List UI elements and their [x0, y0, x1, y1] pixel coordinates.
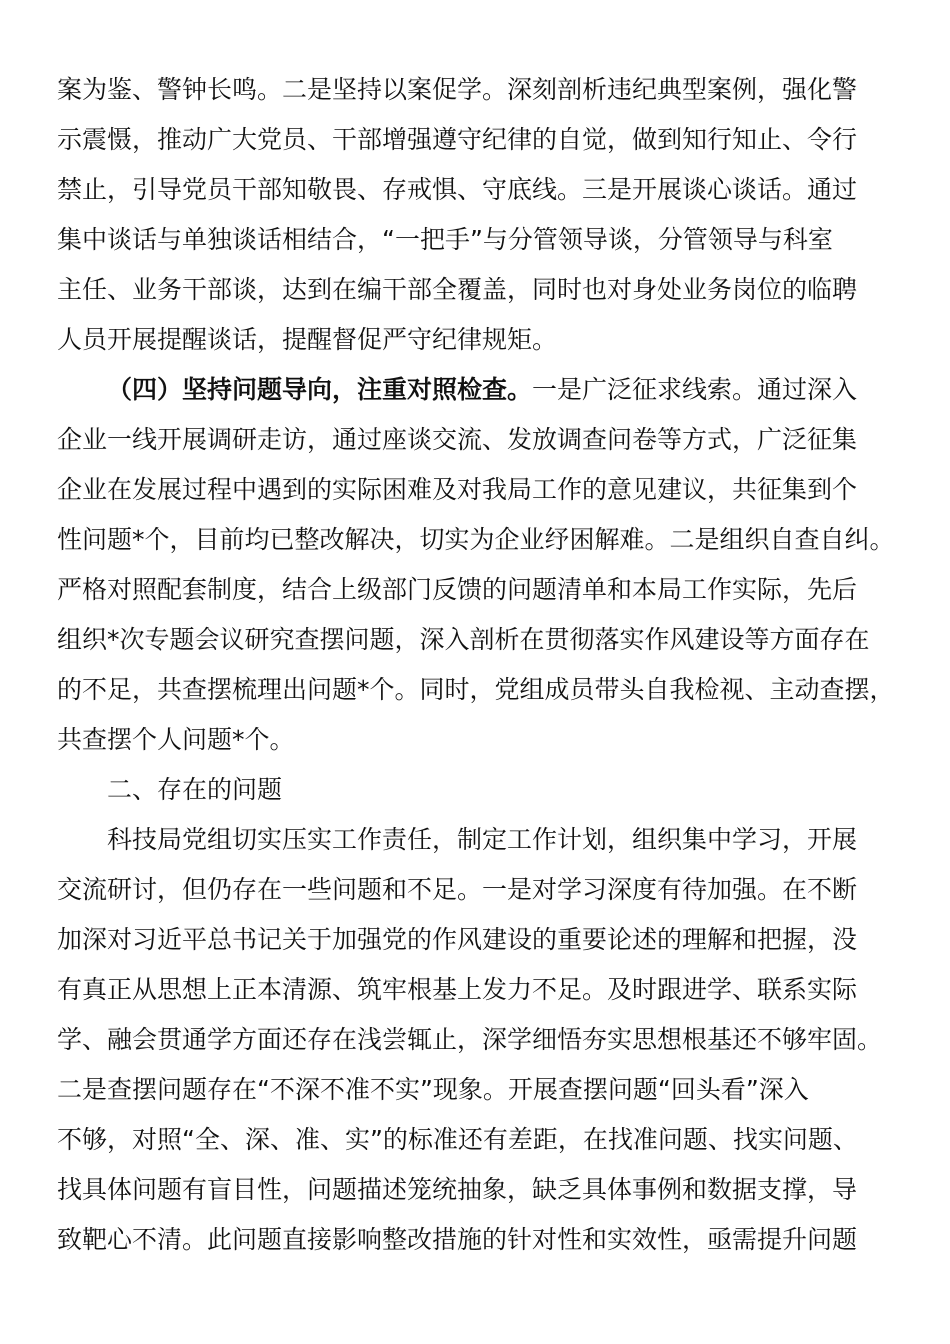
- paragraph-line: 加深对习近平总书记关于加强党的作风建设的重要论述的理解和把握，没: [57, 925, 858, 954]
- paragraph-line: 二是查摆问题存在“不深不准不实”现象。开展查摆问题“回头看”深入: [57, 1075, 809, 1104]
- paragraph-line: 主任、业务干部谈，达到在编干部全覆盖，同时也对身处业务岗位的临聘: [57, 275, 858, 304]
- section-heading-problems: 二、存在的问题: [107, 775, 283, 804]
- section-heading-four: （四）坚持问题导向，注重对照检查。: [107, 375, 533, 404]
- paragraph-line: 示震慑，推动广大党员、干部增强遵守纪律的自觉，做到知行知止、令行: [57, 125, 858, 154]
- paragraph-line: 企业在发展过程中遇到的实际困难及对我局工作的意见建议，共征集到个: [57, 475, 858, 504]
- paragraph-line: 性问题*个，目前均已整改解决，切实为企业纾困解难。二是组织自查自纠。: [57, 525, 895, 554]
- paragraph-line: 找具体问题有盲目性，问题描述笼统抽象，缺乏具体事例和数据支撑，导: [57, 1175, 858, 1204]
- paragraph-line: 学、融会贯通学方面还存在浅尝辄止，深学细悟夯实思想根基还不够牢固。: [57, 1025, 883, 1054]
- paragraph-line: 企业一线开展调研走访，通过座谈交流、发放调查问卷等方式，广泛征集: [57, 425, 858, 454]
- paragraph-line: 共查摆个人问题*个。: [57, 725, 295, 754]
- paragraph-line: 科技局党组切实压实工作责任，制定工作计划，组织集中学习，开展: [107, 825, 858, 854]
- paragraph-line: 致靶心不清。此问题直接影响整改措施的针对性和实效性，亟需提升问题: [57, 1225, 858, 1254]
- paragraph-text: 一是广泛征求线索。通过深入: [532, 375, 858, 404]
- paragraph-line: 不够，对照“全、深、准、实”的标准还有差距，在找准问题、找实问题、: [57, 1125, 858, 1154]
- paragraph-line: 组织*次专题会议研究查摆问题，深入剖析在贯彻落实作风建设等方面存在: [57, 625, 870, 654]
- paragraph-line: 案为鉴、警钟长鸣。二是坚持以案促学。深刻剖析违纪典型案例，强化警: [57, 75, 858, 104]
- paragraph-line: 人员开展提醒谈话，提醒督促严守纪律规矩。: [57, 325, 558, 354]
- paragraph-line: 禁止，引导党员干部知敬畏、存戒惧、守底线。三是开展谈心谈话。通过: [57, 175, 858, 204]
- paragraph-line: 有真正从思想上正本清源、筑牢根基上发力不足。及时跟进学、联系实际: [57, 975, 858, 1004]
- paragraph-line: 集中谈话与单独谈话相结合，“一把手”与分管领导谈，分管领导与科室: [57, 225, 833, 254]
- section-four-first-line: [107, 372, 950, 408]
- paragraph-line: 严格对照配套制度，结合上级部门反馈的问题清单和本局工作实际，先后: [57, 575, 858, 604]
- paragraph-line: 的不足，共查摆梳理出问题*个。同时，党组成员带头自我检视、主动查摆，: [57, 675, 895, 704]
- paragraph-line: 交流研讨，但仍存在一些问题和不足。一是对学习深度有待加强。在不断: [57, 875, 858, 904]
